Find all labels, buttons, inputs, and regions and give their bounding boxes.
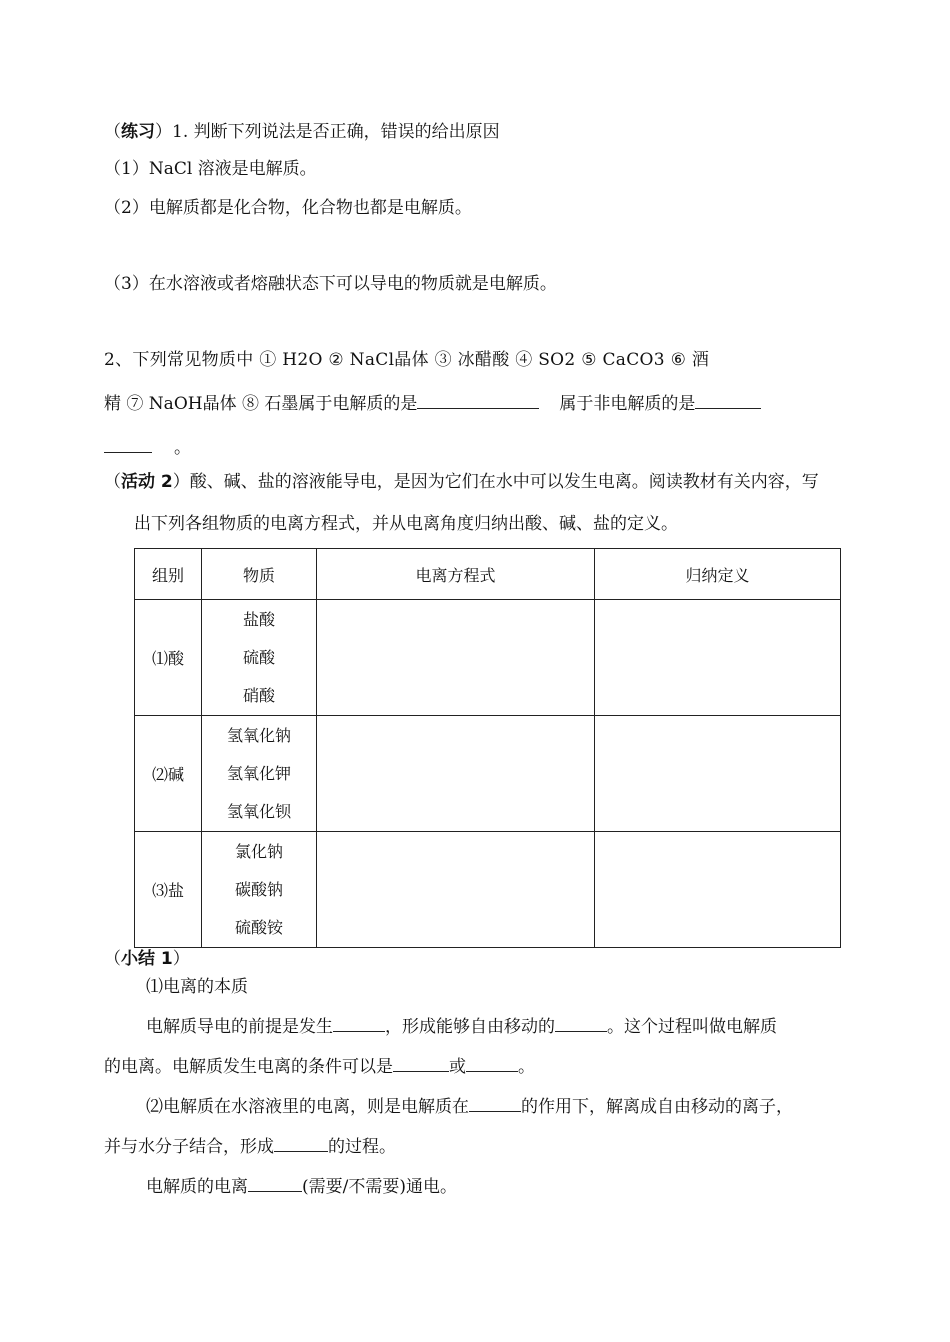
- substance: 盐酸: [242, 609, 275, 629]
- s2-text-b: 的作用下，解离成自由移动的离子，: [521, 1097, 793, 1117]
- s1-text-e: 或: [449, 1057, 466, 1077]
- substance: 硫酸: [242, 647, 275, 667]
- s2-text-d: 的过程。: [328, 1137, 396, 1157]
- exercise-label: 练习: [121, 122, 155, 142]
- summary-heading: （小结 1）: [104, 949, 190, 969]
- s3-blank: [248, 1173, 302, 1192]
- summary-s1-line2: [104, 1053, 535, 1079]
- substance: 硫酸铵: [234, 917, 283, 937]
- s3-text-a: 电解质的电离: [146, 1177, 248, 1197]
- q2-text-b: 属于非电解质的是: [559, 394, 696, 414]
- s1-text-f: 。: [518, 1057, 535, 1077]
- q2-end: 。: [174, 438, 191, 458]
- substances-acid: [202, 600, 317, 716]
- table-row-salt: [135, 832, 841, 948]
- group-base: ⑵碱: [135, 716, 202, 832]
- definition-cell-base[interactable]: [595, 716, 841, 832]
- activity-line-2: 出下列各组物质的电离方程式，并从电离角度归纳出酸、碱、盐的定义。: [134, 514, 678, 534]
- table-header-row: [135, 549, 841, 600]
- definition-cell-acid[interactable]: [595, 600, 841, 716]
- q1-item-3: （3）在水溶液或者熔融状态下可以导电的物质就是电解质。: [104, 274, 557, 294]
- activity-text-1: 酸、碱、盐的溶液能导电，是因为它们在水中可以发生电离。阅读教材有关内容，写: [189, 472, 819, 492]
- s2-blank-1: [469, 1093, 521, 1112]
- s1-blank-2: [555, 1013, 607, 1032]
- summary-s3-line: [146, 1173, 457, 1199]
- header-definition: 归纳定义: [595, 549, 841, 600]
- s1-text-b: ，形成能够自由移动的: [385, 1017, 555, 1037]
- activity-label: 活动 2: [121, 472, 173, 492]
- header-equation: 电离方程式: [317, 549, 595, 600]
- s3-text-b: (需要/不需要)通电。: [302, 1177, 457, 1197]
- substance: 氢氧化钠: [226, 725, 291, 745]
- s1-blank-3: [393, 1053, 449, 1072]
- header-group: 组别: [135, 549, 202, 600]
- definition-cell-salt[interactable]: [595, 832, 841, 948]
- activity-line-1: （活动 2）酸、碱、盐的溶液能导电，是因为它们在水中可以发生电离。阅读教材有关内容，写: [104, 472, 819, 492]
- summary-s2-line2: [104, 1133, 396, 1159]
- summary-s1-line1: [146, 1013, 777, 1039]
- q2-blank-electrolyte: [417, 390, 539, 409]
- q2-line-3: [104, 434, 191, 460]
- substance: 硝酸: [242, 685, 275, 705]
- substances-base: [202, 716, 317, 832]
- exercise-q1-title: （练习）1. 判断下列说法是否正确，错误的给出原因: [104, 122, 500, 142]
- s1-text-c: 。这个过程叫做电解质: [607, 1017, 777, 1037]
- q2-line-1: 2、下列常见物质中 ① H2O ② NaCl晶体 ③ 冰醋酸 ④ SO2 ⑤ CaCO3 ⑥ 酒: [104, 350, 710, 370]
- group-salt: ⑶盐: [135, 832, 202, 948]
- substance: 氯化钠: [234, 841, 283, 861]
- substance: 氢氧化钡: [226, 801, 291, 821]
- s2-blank-2: [274, 1133, 328, 1152]
- q2-blank-nonelectrolyte: [695, 390, 761, 409]
- q2-text-a: 精 ⑦ NaOH晶体 ⑧ 石墨属于电解质的是: [104, 394, 418, 414]
- equation-cell-salt[interactable]: [317, 832, 595, 948]
- table-row-acid: [135, 600, 841, 716]
- equation-cell-acid[interactable]: [317, 600, 595, 716]
- s1-text-a: 电解质导电的前提是发生: [146, 1017, 333, 1037]
- ionization-table: [134, 548, 841, 948]
- s2-text-a: ⑵电解质在水溶液里的电离，则是电解质在: [146, 1097, 469, 1117]
- q2-blank-cont: [104, 434, 152, 453]
- s1-blank-1: [333, 1013, 385, 1032]
- substance: 碳酸钠: [234, 879, 283, 899]
- s1-blank-4: [466, 1053, 518, 1072]
- summary-s1-title: ⑴电离的本质: [146, 977, 248, 997]
- group-acid: ⑴酸: [135, 600, 202, 716]
- substance: 氢氧化钾: [226, 763, 291, 783]
- summary-s2-line1: [146, 1093, 793, 1119]
- substances-salt: [202, 832, 317, 948]
- q1-title-text: 1. 判断下列说法是否正确，错误的给出原因: [172, 122, 500, 142]
- summary-label: 小结 1: [121, 949, 173, 969]
- table-row-base: [135, 716, 841, 832]
- header-substance: 物质: [202, 549, 317, 600]
- q1-item-2: （2）电解质都是化合物，化合物也都是电解质。: [104, 198, 472, 218]
- equation-cell-base[interactable]: [317, 716, 595, 832]
- s2-text-c: 并与水分子结合，形成: [104, 1137, 274, 1157]
- s1-text-d: 的电离。电解质发生电离的条件可以是: [104, 1057, 393, 1077]
- q1-item-1: （1）NaCl 溶液是电解质。: [104, 159, 317, 179]
- q2-line-2: [104, 390, 761, 416]
